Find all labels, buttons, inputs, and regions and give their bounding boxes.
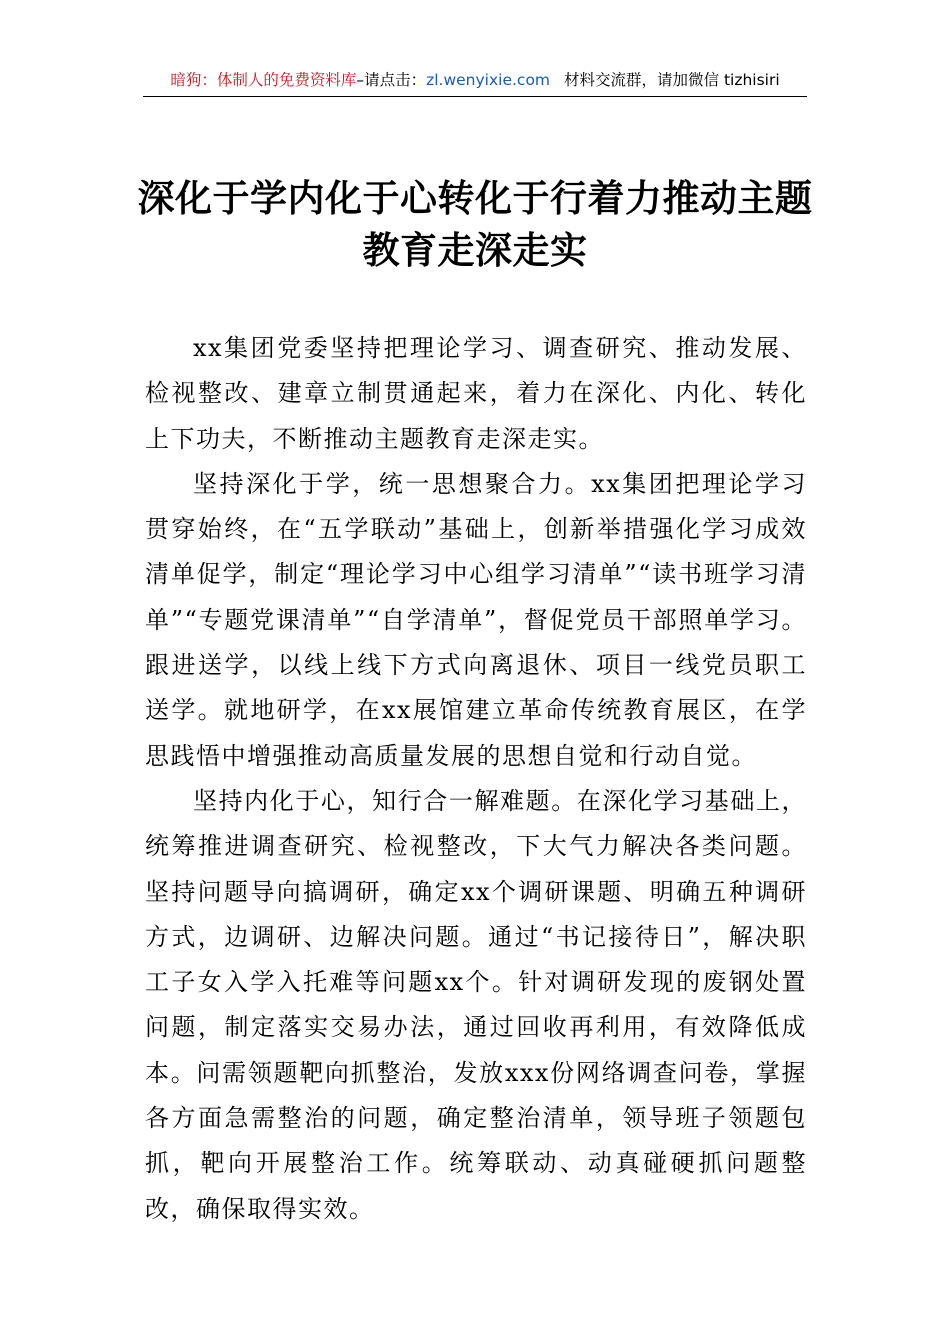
paragraph-1: xx集团党委坚持把理论学习、调查研究、推动发展、检视整改、建章立制贯通起来，着力在深化、内化、转化上下功夫，不断推动主题教育走深走实。 [145,334,807,453]
paragraph-3: 坚持内化于心，知行合一解难题。在深化学习基础上，统筹推进调查研究、检视整改，下大气力解决各类问题。坚持问题导向搞调研，确定xx个调研课题、明确五种调研方式，边调研、边解决问题。通过“书记接待日”，解决职工子女入学入托难等问题xx个。针对调研发现的废钢处置问题，制定落实交易办法，通过回收再利用，有效降低成本。问需领题靶向抓整治，发放xxx份网络调查问卷，掌握各方面急需整治的问题，确定整治清单，领导班子领题包抓，靶向开展整治工作。统筹联动、动真碰硬抓问题整改，确保取得实效。 [145,786,807,1223]
title-line-1: 深化于学内化于心转化于行着力推动主题 [137,176,813,220]
title-line-2: 教育走深走实 [362,228,588,272]
header-brand: 暗狗：体制人的免费资料库 [170,71,357,89]
document-title [110,172,840,276]
page-header [143,64,807,97]
header-url-link[interactable]: zl.wenyixie.com [426,71,551,89]
header-prompt: –请点击： [356,71,427,89]
header-contact: 材料交流群，请加微信 tizhisiri [564,71,780,89]
paragraph-2: 坚持深化于学，统一思想聚合力。xx集团把理论学习贯穿始终，在“五学联动”基础上，创新举措强化学习成效清单促学，制定“理论学习中心组学习清单”“读书班学习清单”“专题党课清单”“自学清单”，督促党员干部照单学习。跟进送学，以线上线下方式向离退休、项目一线党员职工送学。就地研学，在xx展馆建立革命传统教育展区，在学思践悟中增强推动高质量发展的思想自觉和行动自觉。 [145,469,807,770]
document-body [145,326,807,1232]
